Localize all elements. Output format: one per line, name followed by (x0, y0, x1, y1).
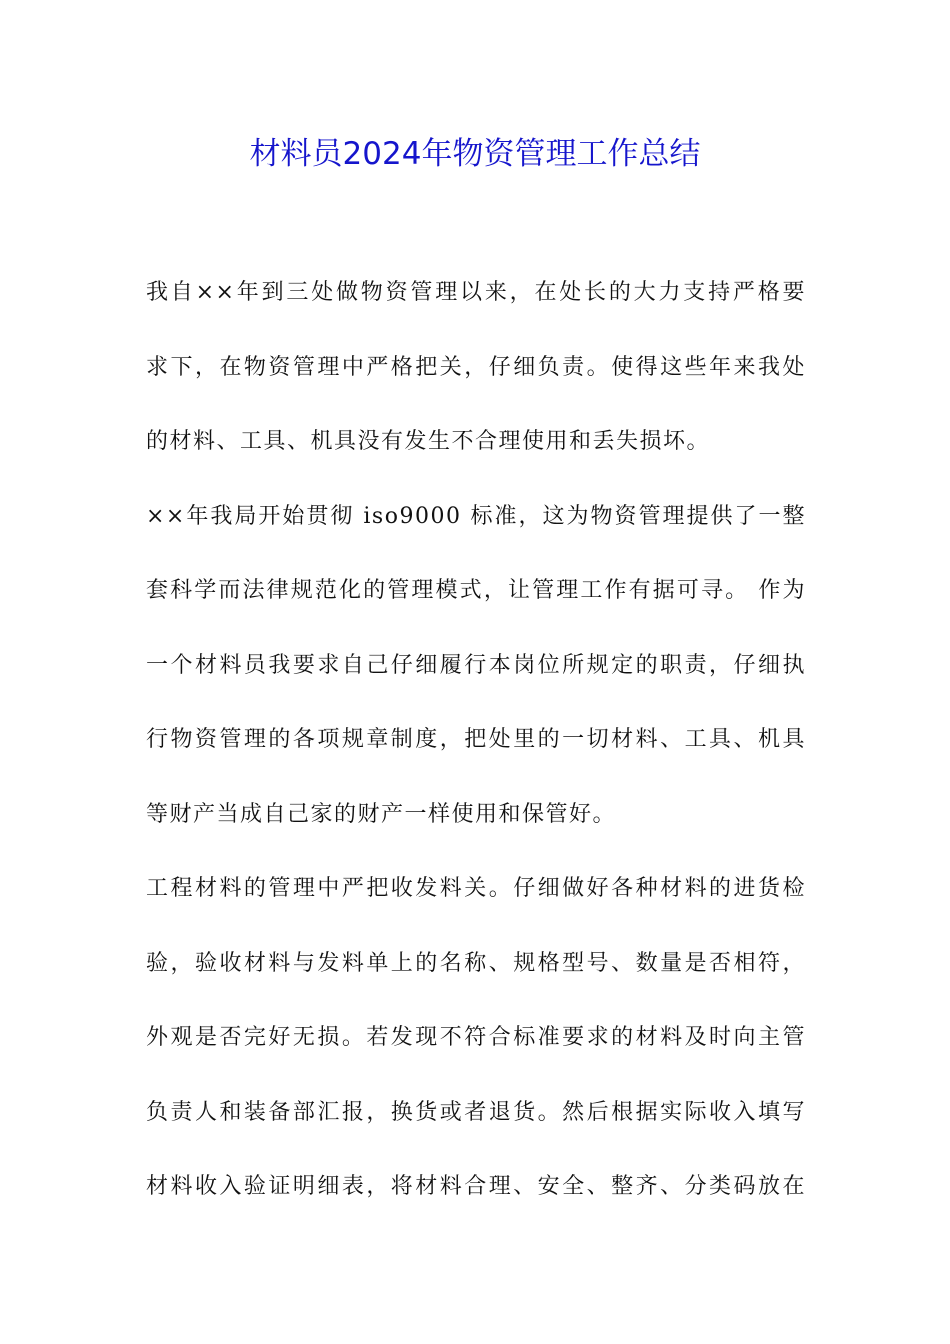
text-line: 外观是否完好无损。若发现不符合标准要求的材料及时向主管 (146, 1025, 806, 1050)
text-line: 工程材料的管理中严把收发料关。仔细做好各种材料的进货检 (146, 876, 806, 901)
text-line: 材料收入验证明细表，将材料合理、安全、整齐、分类码放在 (146, 1174, 806, 1199)
text-line: 验，验收材料与发料单上的名称、规格型号、数量是否相符， (146, 950, 806, 976)
text-line: ××年我局开始贯彻 iso9000 标准，这为物资管理提供了一整 (146, 503, 806, 529)
document-body (146, 256, 806, 1225)
paragraph-1 (146, 256, 806, 480)
text-line: 套科学而法律规范化的管理模式，让管理工作有据可寻。 作为 (146, 578, 806, 603)
paragraph-3 (146, 852, 806, 1225)
paragraph-2 (146, 480, 806, 853)
document-title: 材料员2024年物资管理工作总结 (249, 136, 701, 172)
text-line: 我自××年到三处做物资管理以来，在处长的大力支持严格要 (146, 280, 806, 305)
text-line: 的材料、工具、机具没有发生不合理使用和丢失损坏。 (146, 429, 711, 454)
text-line: 等财产当成自己家的财产一样使用和保管好。 (146, 801, 617, 827)
text-line: 负责人和装备部汇报，换货或者退货。然后根据实际收入填写 (146, 1099, 806, 1125)
text-line: 求下，在物资管理中严格把关，仔细负责。使得这些年来我处 (146, 354, 806, 380)
text-line: 行物资管理的各项规章制度，把处里的一切材料、工具、机具 (146, 727, 806, 752)
text-line: 一个材料员我要求自己仔细履行本岗位所规定的职责，仔细执 (146, 652, 806, 678)
